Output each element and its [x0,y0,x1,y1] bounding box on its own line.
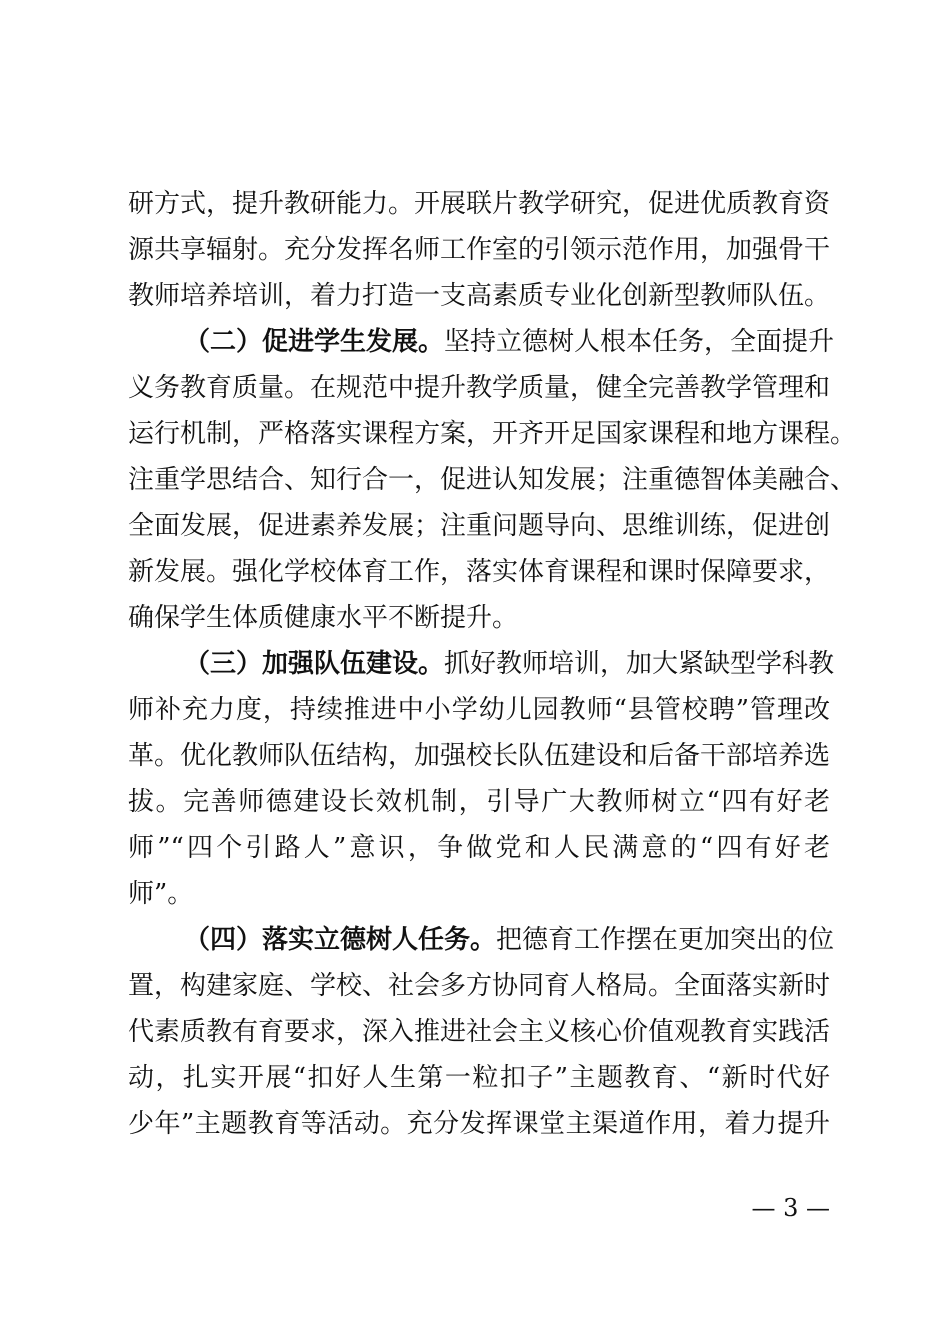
text-line: 革。优化教师队伍结构，加强校长队伍建设和后备干部培养选 [128,741,831,771]
text-run: 坚持立德树人根本任务，全面提升 [444,327,835,357]
text-line: 研方式，提升教研能力。开展联片教学研究，促进优质教育资 [128,189,831,219]
text-line: 义务教育质量。在规范中提升教学质量，健全完善教学管理和 [128,373,831,403]
section-heading-line [184,324,835,360]
text-line: 师补充力度，持续推进中小学幼儿园教师“县管校聘”管理改 [128,695,830,725]
text-line: 少年”主题教育等活动。充分发挥课堂主渠道作用，着力提升 [128,1109,830,1139]
page-number: — 3 — [751,1194,830,1222]
text-run: 把德育工作摆在更加突出的位 [496,925,835,955]
text-line: 动，扎实开展“扣好人生第一粒扣子”主题教育、“新时代好 [128,1063,830,1093]
section-heading: （三）加强队伍建设。 [184,649,445,679]
section-heading-line [184,922,835,958]
section-heading-line [184,646,835,682]
text-line: 置，构建家庭、学校、社会多方协同育人格局。全面落实新时 [128,971,831,1001]
section-heading: （四）落实立德树人任务。 [184,925,497,955]
text-line: 师”“四个引路人”意识，争做党和人民满意的“四有好老 [128,833,830,863]
text-line: 代素质教有育要求，深入推进社会主义核心价值观教育实践活 [128,1017,831,1047]
text-line: 注重学思结合、知行合一，促进认知发展；注重德智体美融合、 [128,465,857,495]
text-line: 运行机制，严格落实课程方案，开齐开足国家课程和地方课程。 [128,419,857,449]
text-line: 源共享辐射。充分发挥名师工作室的引领示范作用，加强骨干 [128,235,831,265]
text-line: 拔。完善师德建设长效机制，引导广大教师树立“四有好老 [128,787,830,817]
text-run: 抓好教师培训，加大紧缺型学科教 [444,649,835,679]
text-line: 确保学生体质健康水平不断提升。 [128,603,519,633]
section-heading: （二）促进学生发展。 [184,327,445,357]
text-line: 师”。 [128,879,194,909]
text-line: 全面发展，促进素养发展；注重问题导向、思维训练，促进创 [128,511,831,541]
text-line: 新发展。强化学校体育工作，落实体育课程和课时保障要求， [128,557,831,587]
text-line: 教师培养培训，着力打造一支高素质专业化创新型教师队伍。 [128,281,831,311]
